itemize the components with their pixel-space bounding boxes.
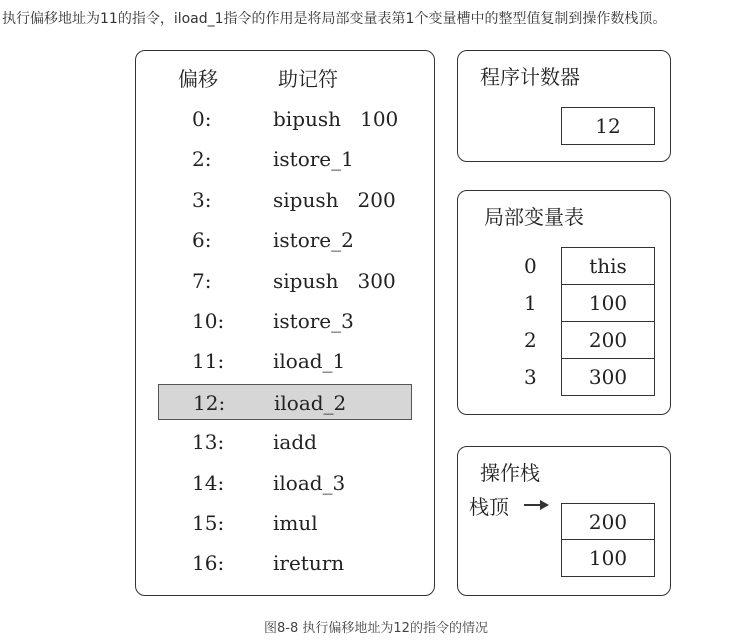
bytecode-offset: 0: — [192, 107, 212, 131]
bytecode-offset: 11: — [192, 349, 225, 374]
bytecode-offset: 7: — [192, 268, 212, 293]
bytecode-instruction: iload_3 — [273, 470, 346, 495]
bytecode-offset: 14: — [192, 470, 225, 495]
operand-stack-title: 操作栈 — [480, 461, 540, 485]
bytecode-offset: 13: — [192, 430, 225, 455]
bytecode-instruction: iadd — [273, 430, 317, 455]
bytecode-row — [158, 222, 412, 258]
bytecode-instruction: istore_3 — [273, 309, 354, 333]
bytecode-row — [158, 343, 412, 379]
stack-top-arrow-head — [540, 500, 549, 510]
bytecode-instruction: ireturn — [273, 551, 345, 576]
local-variable-slot: 300 — [561, 358, 655, 396]
program-counter-title: 程序计数器 — [480, 65, 580, 89]
bytecode-row — [158, 141, 412, 177]
bytecode-row — [158, 101, 412, 137]
bytecode-offset: 10: — [192, 309, 225, 333]
operand-stack-panel — [457, 446, 671, 596]
bytecode-row-current — [158, 384, 412, 420]
bytecode-offset: 15: — [192, 511, 225, 535]
bytecode-instruction: imul — [273, 511, 318, 535]
bytecode-instruction: istore_1 — [273, 147, 354, 172]
top-caption: 执行偏移地址为11的指令，iload_1指令的作用是将局部变量表第1个变量槽中的整型值复制到操作数栈顶。 — [2, 11, 667, 27]
local-variable-table-title: 局部变量表 — [484, 205, 584, 229]
bytecode-row — [158, 465, 412, 501]
bytecode-row — [158, 545, 412, 581]
bytecode-panel — [135, 50, 435, 596]
bytecode-instruction: istore_2 — [273, 228, 354, 253]
local-variable-slot: 200 — [561, 321, 655, 359]
stack-top-arrow — [524, 504, 540, 506]
figure-caption: 图8-8 执行偏移地址为12的指令的情况 — [264, 621, 488, 636]
operand-stack-item: 100 — [561, 539, 655, 577]
mnemonic-header: 助记符 — [278, 67, 338, 91]
local-variable-index: 3 — [524, 365, 537, 389]
program-counter-value: 12 — [561, 107, 655, 145]
bytecode-offset: 6: — [192, 228, 212, 253]
bytecode-offset: 16: — [192, 551, 225, 576]
bytecode-row — [158, 182, 412, 218]
local-variable-table-panel — [457, 190, 671, 415]
local-variable-slot: 100 — [561, 284, 655, 322]
bytecode-instruction: sipush 200 — [273, 187, 396, 212]
bytecode-row — [158, 505, 412, 541]
program-counter-panel — [457, 50, 671, 162]
operand-stack-top-item: 200 — [561, 503, 655, 541]
bytecode-row — [158, 424, 412, 460]
bytecode-instruction: bipush 100 — [273, 107, 399, 131]
bytecode-instruction: iload_2 — [274, 390, 347, 415]
local-variable-slot: this — [561, 247, 655, 285]
local-variable-index: 2 — [524, 328, 537, 352]
bytecode-offset: 2: — [192, 147, 212, 172]
local-variable-index: 1 — [524, 291, 537, 315]
offset-header: 偏移 — [178, 67, 218, 91]
bytecode-instruction: sipush 300 — [273, 268, 396, 293]
bytecode-offset: 12: — [193, 390, 226, 415]
bytecode-offset: 3: — [192, 187, 212, 212]
bytecode-instruction: iload_1 — [273, 349, 346, 374]
stack-top-label: 栈顶 — [469, 495, 509, 519]
local-variable-index: 0 — [524, 254, 537, 278]
bytecode-row — [158, 263, 412, 299]
bytecode-row — [158, 303, 412, 339]
